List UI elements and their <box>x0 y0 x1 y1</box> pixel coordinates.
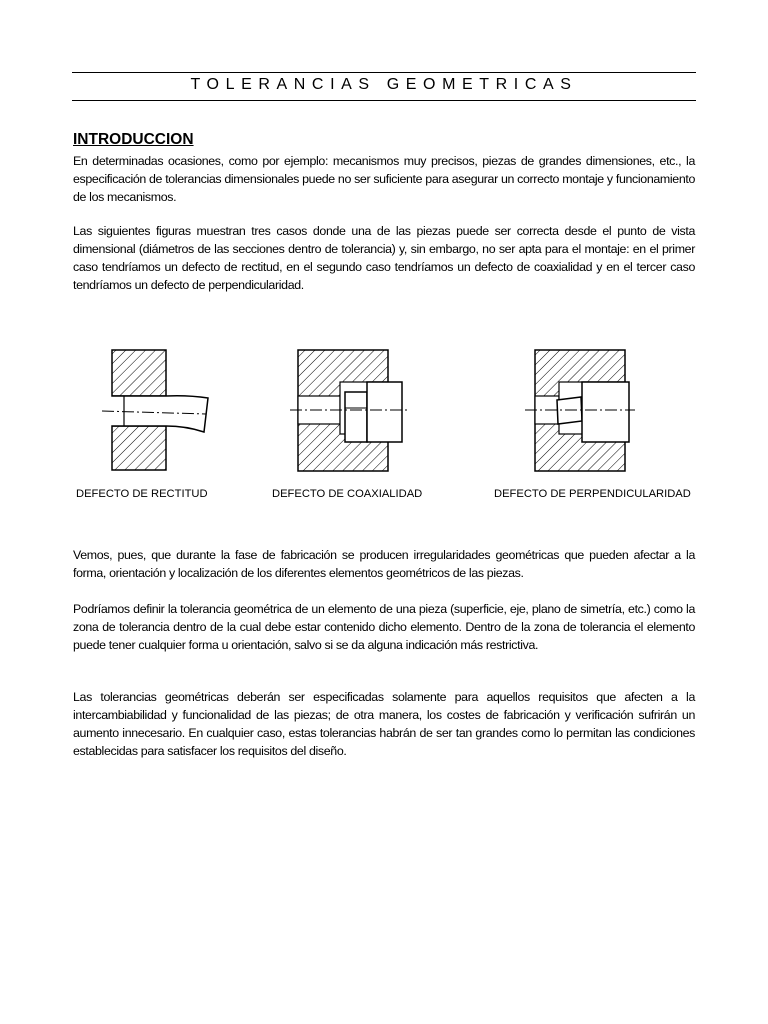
section-heading: INTRODUCCION <box>73 131 194 148</box>
title-bottom-rule <box>72 100 696 101</box>
caption-coaxialidad: DEFECTO DE COAXIALIDAD <box>272 488 423 500</box>
paragraph-fabricacion: Vemos, pues, que durante la fase de fabricación se producen irregularidades geométricas que pueden afectar a la forma, orientación y localización de los diferentes elementos geométricos de las piezas. <box>73 548 695 580</box>
title-top-rule <box>72 72 696 73</box>
paragraph-intro: En determinadas ocasiones, como por ejemplo: mecanismos muy precisos, piezas de grandes dimensiones, etc., la especificación de tolerancias dimensionales puede no ser suficiente para asegurar un correcto montaje y funcionamiento de los mecanismos. <box>73 154 695 204</box>
paragraph-definicion: Podríamos definir la tolerancia geométrica de un elemento de una pieza (superficie, eje, plano de simetría, etc.) como la zona de tolerancia dentro de la cual debe estar contenido dicho elemento. Dentro de la zona de tolerancia el elemento puede tener cualquier forma u orientación, salvo si se da alguna indicación más restrictiva. <box>73 602 695 652</box>
figure-perpendicularidad <box>525 345 645 473</box>
caption-perpendicularidad: DEFECTO DE PERPENDICULARIDAD <box>494 488 691 500</box>
paragraph-figures: Las siguientes figuras muestran tres casos donde una de las piezas puede ser correcta desde el punto de vista dimensional (diámetros de las secciones dentro de tolerancia) y, sin embargo, no ser apta para el montaje: en el primer caso tendríamos un defecto de rectitud, en el segundo caso tendríamos un defecto de coaxialidad y en el tercer caso tendríamos un defecto de perpendicularidad. <box>73 224 695 292</box>
paragraph-especificacion: Las tolerancias geométricas deberán ser especificadas solamente para aquellos requisitos que afecten a la intercambiabilidad y funcionalidad de las piezas; de otra manera, los costes de fabricación y verificación sufrirán un aumento innecesario. En cualquier caso, estas tolerancias habrán de ser tan grandes como lo permitan las condiciones establecidas para satisfacer los requisitos del diseño. <box>73 690 695 758</box>
caption-rectitud: DEFECTO DE RECTITUD <box>76 488 208 500</box>
page-title: TOLERANCIAS GEOMETRICAS <box>190 76 578 93</box>
figure-rectitud <box>96 340 226 472</box>
figure-coaxialidad <box>290 345 415 473</box>
